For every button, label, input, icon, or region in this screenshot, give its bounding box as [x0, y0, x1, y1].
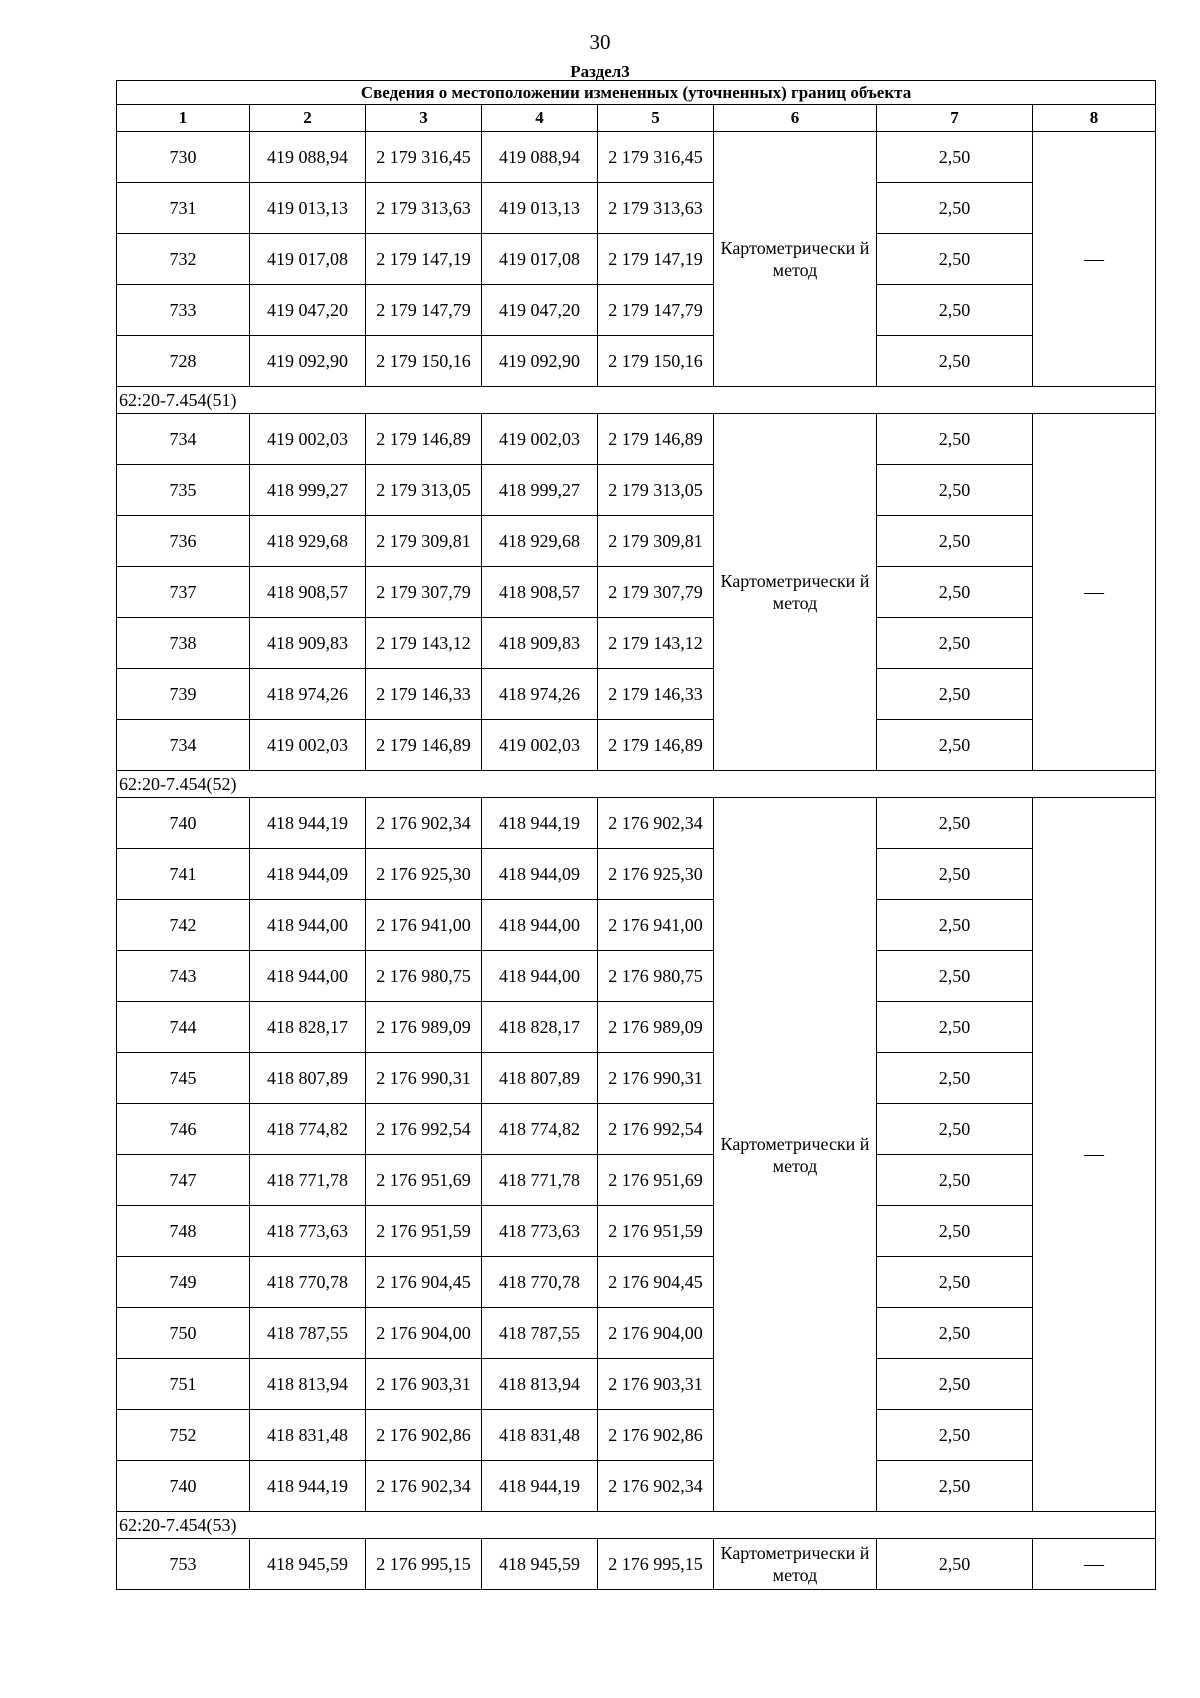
new-y-cell: 2 176 951,59 [598, 1206, 714, 1257]
description-cell: — [1033, 132, 1156, 387]
point-number-cell: 752 [117, 1410, 250, 1461]
new-x-cell: 418 774,82 [482, 1104, 598, 1155]
table-row [117, 234, 1156, 285]
table-row [117, 1539, 1156, 1590]
table-row [117, 1257, 1156, 1308]
existing-x-cell: 419 017,08 [250, 234, 366, 285]
table-row [117, 951, 1156, 1002]
existing-x-cell: 418 974,26 [250, 669, 366, 720]
table-row [117, 1155, 1156, 1206]
table-caption: Сведения о местоположении измененных (уточненных) границ объекта [117, 81, 1156, 105]
existing-y-cell: 2 179 150,16 [366, 336, 482, 387]
accuracy-cell: 2,50 [877, 618, 1033, 669]
new-x-cell: 419 013,13 [482, 183, 598, 234]
existing-x-cell: 419 092,90 [250, 336, 366, 387]
table-row [117, 336, 1156, 387]
new-y-cell: 2 179 143,12 [598, 618, 714, 669]
existing-x-cell: 418 813,94 [250, 1359, 366, 1410]
new-x-cell: 418 831,48 [482, 1410, 598, 1461]
existing-y-cell: 2 176 941,00 [366, 900, 482, 951]
new-x-cell: 418 944,19 [482, 798, 598, 849]
new-x-cell: 418 999,27 [482, 465, 598, 516]
accuracy-cell: 2,50 [877, 798, 1033, 849]
new-x-cell: 418 828,17 [482, 1002, 598, 1053]
existing-y-cell: 2 176 995,15 [366, 1539, 482, 1590]
new-y-cell: 2 176 995,15 [598, 1539, 714, 1590]
new-x-cell: 418 929,68 [482, 516, 598, 567]
existing-y-cell: 2 179 309,81 [366, 516, 482, 567]
new-x-cell: 418 944,00 [482, 951, 598, 1002]
point-number-cell: 753 [117, 1539, 250, 1590]
column-header: 2 [250, 105, 366, 132]
point-number-cell: 728 [117, 336, 250, 387]
table-row [117, 798, 1156, 849]
table-row [117, 1104, 1156, 1155]
new-y-cell: 2 176 990,31 [598, 1053, 714, 1104]
existing-y-cell: 2 179 146,89 [366, 720, 482, 771]
existing-x-cell: 418 944,00 [250, 951, 366, 1002]
existing-x-cell: 418 908,57 [250, 567, 366, 618]
new-y-cell: 2 179 146,89 [598, 720, 714, 771]
new-y-cell: 2 179 147,79 [598, 285, 714, 336]
point-number-cell: 733 [117, 285, 250, 336]
accuracy-cell: 2,50 [877, 1053, 1033, 1104]
existing-x-cell: 418 771,78 [250, 1155, 366, 1206]
existing-y-cell: 2 179 146,33 [366, 669, 482, 720]
accuracy-cell: 2,50 [877, 1461, 1033, 1512]
existing-y-cell: 2 176 902,34 [366, 1461, 482, 1512]
new-x-cell: 419 088,94 [482, 132, 598, 183]
existing-x-cell: 418 828,17 [250, 1002, 366, 1053]
parcel-group-row [117, 387, 1156, 414]
existing-x-cell: 418 773,63 [250, 1206, 366, 1257]
existing-x-cell: 418 831,48 [250, 1410, 366, 1461]
parcel-id-label: 62:20-7.454(53) [117, 1512, 1156, 1539]
existing-y-cell: 2 176 951,59 [366, 1206, 482, 1257]
accuracy-cell: 2,50 [877, 336, 1033, 387]
new-y-cell: 2 179 309,81 [598, 516, 714, 567]
point-number-cell: 739 [117, 669, 250, 720]
new-y-cell: 2 176 992,54 [598, 1104, 714, 1155]
description-cell: — [1033, 1539, 1156, 1590]
point-number-cell: 737 [117, 567, 250, 618]
new-y-cell: 2 179 150,16 [598, 336, 714, 387]
new-y-cell: 2 176 903,31 [598, 1359, 714, 1410]
accuracy-cell: 2,50 [877, 1359, 1033, 1410]
method-cell: Картометрически й метод [714, 1539, 877, 1590]
new-y-cell: 2 179 146,33 [598, 669, 714, 720]
accuracy-cell: 2,50 [877, 516, 1033, 567]
accuracy-cell: 2,50 [877, 132, 1033, 183]
new-x-cell: 418 813,94 [482, 1359, 598, 1410]
new-x-cell: 418 787,55 [482, 1308, 598, 1359]
new-x-cell: 419 002,03 [482, 720, 598, 771]
new-y-cell: 2 176 904,45 [598, 1257, 714, 1308]
new-x-cell: 418 909,83 [482, 618, 598, 669]
boundary-coordinates-table [116, 80, 1156, 1590]
accuracy-cell: 2,50 [877, 1104, 1033, 1155]
new-x-cell: 418 974,26 [482, 669, 598, 720]
accuracy-cell: 2,50 [877, 1002, 1033, 1053]
existing-y-cell: 2 179 316,45 [366, 132, 482, 183]
point-number-cell: 735 [117, 465, 250, 516]
new-y-cell: 2 176 902,86 [598, 1410, 714, 1461]
table-row [117, 285, 1156, 336]
accuracy-cell: 2,50 [877, 567, 1033, 618]
point-number-cell: 751 [117, 1359, 250, 1410]
existing-x-cell: 418 770,78 [250, 1257, 366, 1308]
description-cell: — [1033, 414, 1156, 771]
column-header: 4 [482, 105, 598, 132]
page-number: 30 [589, 30, 611, 54]
method-cell: Картометрически й метод [714, 414, 877, 771]
point-number-cell: 741 [117, 849, 250, 900]
table-row [117, 465, 1156, 516]
table-row [117, 132, 1156, 183]
new-x-cell: 418 770,78 [482, 1257, 598, 1308]
table-row [117, 1461, 1156, 1512]
existing-y-cell: 2 176 951,69 [366, 1155, 482, 1206]
existing-x-cell: 419 013,13 [250, 183, 366, 234]
existing-x-cell: 418 944,00 [250, 900, 366, 951]
point-number-cell: 734 [117, 414, 250, 465]
new-x-cell: 418 773,63 [482, 1206, 598, 1257]
existing-y-cell: 2 176 902,34 [366, 798, 482, 849]
accuracy-cell: 2,50 [877, 1257, 1033, 1308]
table-row [117, 1002, 1156, 1053]
new-x-cell: 419 092,90 [482, 336, 598, 387]
accuracy-cell: 2,50 [877, 900, 1033, 951]
point-number-cell: 740 [117, 1461, 250, 1512]
existing-y-cell: 2 176 925,30 [366, 849, 482, 900]
new-y-cell: 2 179 146,89 [598, 414, 714, 465]
existing-y-cell: 2 176 980,75 [366, 951, 482, 1002]
existing-y-cell: 2 176 904,45 [366, 1257, 482, 1308]
existing-y-cell: 2 176 992,54 [366, 1104, 482, 1155]
existing-y-cell: 2 179 147,79 [366, 285, 482, 336]
existing-y-cell: 2 179 147,19 [366, 234, 482, 285]
existing-x-cell: 419 002,03 [250, 414, 366, 465]
point-number-cell: 749 [117, 1257, 250, 1308]
accuracy-cell: 2,50 [877, 414, 1033, 465]
new-y-cell: 2 179 313,05 [598, 465, 714, 516]
accuracy-cell: 2,50 [877, 1410, 1033, 1461]
new-x-cell: 418 807,89 [482, 1053, 598, 1104]
table-row [117, 720, 1156, 771]
new-x-cell: 418 945,59 [482, 1539, 598, 1590]
accuracy-cell: 2,50 [877, 183, 1033, 234]
new-x-cell: 418 944,09 [482, 849, 598, 900]
new-x-cell: 418 944,00 [482, 900, 598, 951]
existing-x-cell: 418 929,68 [250, 516, 366, 567]
point-number-cell: 731 [117, 183, 250, 234]
existing-y-cell: 2 176 989,09 [366, 1002, 482, 1053]
new-y-cell: 2 176 980,75 [598, 951, 714, 1002]
new-y-cell: 2 176 902,34 [598, 798, 714, 849]
new-y-cell: 2 179 307,79 [598, 567, 714, 618]
point-number-cell: 742 [117, 900, 250, 951]
column-header: 1 [117, 105, 250, 132]
new-y-cell: 2 176 951,69 [598, 1155, 714, 1206]
accuracy-cell: 2,50 [877, 951, 1033, 1002]
table-row [117, 1053, 1156, 1104]
existing-x-cell: 418 999,27 [250, 465, 366, 516]
point-number-cell: 738 [117, 618, 250, 669]
new-x-cell: 418 908,57 [482, 567, 598, 618]
table-row [117, 516, 1156, 567]
column-header: 5 [598, 105, 714, 132]
point-number-cell: 747 [117, 1155, 250, 1206]
existing-x-cell: 418 944,19 [250, 1461, 366, 1512]
existing-y-cell: 2 179 313,63 [366, 183, 482, 234]
point-number-cell: 746 [117, 1104, 250, 1155]
parcel-group-row [117, 1512, 1156, 1539]
existing-y-cell: 2 176 903,31 [366, 1359, 482, 1410]
point-number-cell: 745 [117, 1053, 250, 1104]
new-y-cell: 2 179 316,45 [598, 132, 714, 183]
existing-x-cell: 418 909,83 [250, 618, 366, 669]
existing-y-cell: 2 179 307,79 [366, 567, 482, 618]
existing-x-cell: 418 787,55 [250, 1308, 366, 1359]
point-number-cell: 750 [117, 1308, 250, 1359]
section-title: Раздел3 [570, 62, 630, 81]
table-row [117, 618, 1156, 669]
point-number-cell: 748 [117, 1206, 250, 1257]
new-x-cell: 419 047,20 [482, 285, 598, 336]
accuracy-cell: 2,50 [877, 465, 1033, 516]
table-row [117, 849, 1156, 900]
existing-y-cell: 2 176 902,86 [366, 1410, 482, 1461]
table-row [117, 1308, 1156, 1359]
point-number-cell: 732 [117, 234, 250, 285]
accuracy-cell: 2,50 [877, 669, 1033, 720]
method-cell: Картометрически й метод [714, 798, 877, 1512]
accuracy-cell: 2,50 [877, 285, 1033, 336]
point-number-cell: 743 [117, 951, 250, 1002]
column-header: 6 [714, 105, 877, 132]
new-x-cell: 419 002,03 [482, 414, 598, 465]
header-row [117, 105, 1156, 132]
description-cell: — [1033, 798, 1156, 1512]
existing-x-cell: 418 944,09 [250, 849, 366, 900]
existing-x-cell: 419 047,20 [250, 285, 366, 336]
accuracy-cell: 2,50 [877, 234, 1033, 285]
parcel-id-label: 62:20-7.454(52) [117, 771, 1156, 798]
parcel-group-row [117, 771, 1156, 798]
accuracy-cell: 2,50 [877, 1308, 1033, 1359]
table-row [117, 183, 1156, 234]
existing-x-cell: 418 945,59 [250, 1539, 366, 1590]
point-number-cell: 730 [117, 132, 250, 183]
table-row [117, 567, 1156, 618]
new-x-cell: 419 017,08 [482, 234, 598, 285]
accuracy-cell: 2,50 [877, 849, 1033, 900]
existing-y-cell: 2 176 904,00 [366, 1308, 482, 1359]
existing-x-cell: 418 944,19 [250, 798, 366, 849]
new-y-cell: 2 176 941,00 [598, 900, 714, 951]
new-x-cell: 418 771,78 [482, 1155, 598, 1206]
new-y-cell: 2 179 313,63 [598, 183, 714, 234]
point-number-cell: 744 [117, 1002, 250, 1053]
new-y-cell: 2 179 147,19 [598, 234, 714, 285]
existing-x-cell: 419 088,94 [250, 132, 366, 183]
existing-y-cell: 2 179 143,12 [366, 618, 482, 669]
table-row [117, 1359, 1156, 1410]
existing-y-cell: 2 179 313,05 [366, 465, 482, 516]
accuracy-cell: 2,50 [877, 1539, 1033, 1590]
parcel-id-label: 62:20-7.454(51) [117, 387, 1156, 414]
new-y-cell: 2 176 902,34 [598, 1461, 714, 1512]
new-y-cell: 2 176 925,30 [598, 849, 714, 900]
existing-y-cell: 2 176 990,31 [366, 1053, 482, 1104]
column-header: 3 [366, 105, 482, 132]
table-row [117, 900, 1156, 951]
new-y-cell: 2 176 989,09 [598, 1002, 714, 1053]
column-header: 7 [877, 105, 1033, 132]
table-row [117, 1410, 1156, 1461]
table-row [117, 414, 1156, 465]
accuracy-cell: 2,50 [877, 720, 1033, 771]
point-number-cell: 740 [117, 798, 250, 849]
new-y-cell: 2 176 904,00 [598, 1308, 714, 1359]
existing-x-cell: 418 774,82 [250, 1104, 366, 1155]
existing-y-cell: 2 179 146,89 [366, 414, 482, 465]
existing-x-cell: 418 807,89 [250, 1053, 366, 1104]
method-cell: Картометрически й метод [714, 132, 877, 387]
table-row [117, 669, 1156, 720]
point-number-cell: 734 [117, 720, 250, 771]
accuracy-cell: 2,50 [877, 1206, 1033, 1257]
new-x-cell: 418 944,19 [482, 1461, 598, 1512]
existing-x-cell: 419 002,03 [250, 720, 366, 771]
table-row [117, 1206, 1156, 1257]
accuracy-cell: 2,50 [877, 1155, 1033, 1206]
column-header: 8 [1033, 105, 1156, 132]
point-number-cell: 736 [117, 516, 250, 567]
